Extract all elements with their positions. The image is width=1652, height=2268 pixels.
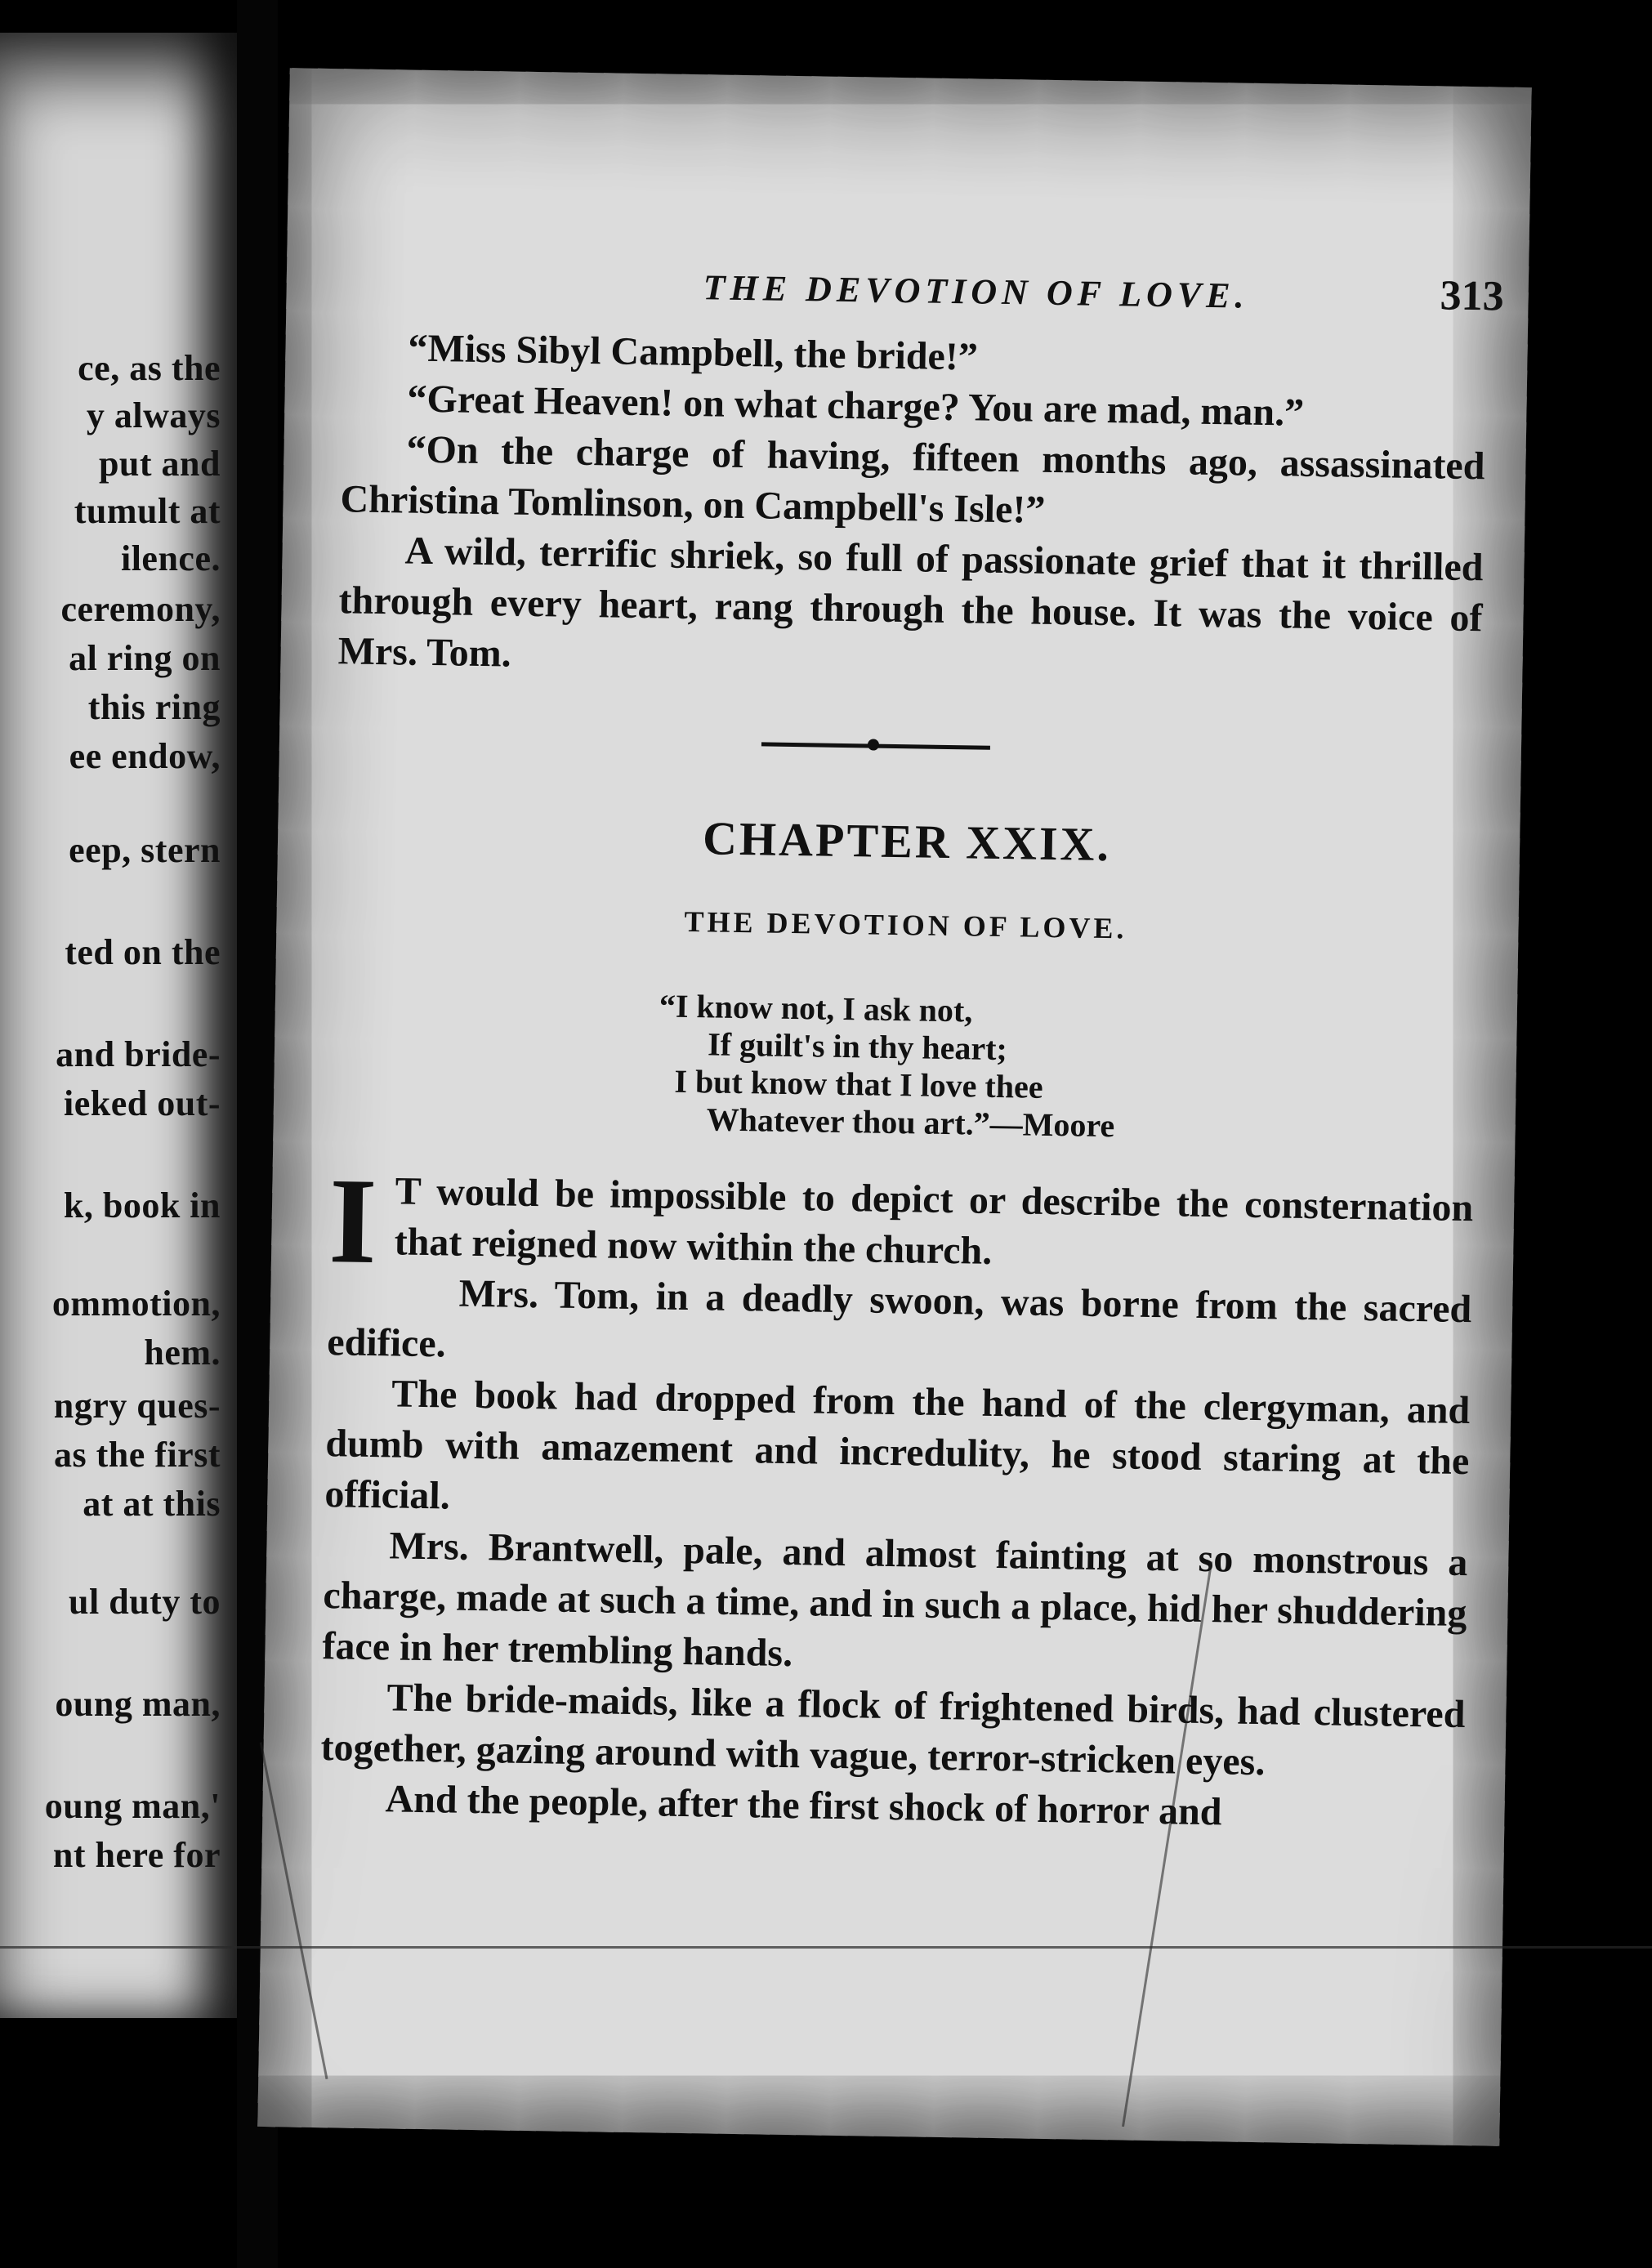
left-page-line: y always [86, 395, 221, 435]
scan-artifact-line [0, 1946, 1652, 1949]
section-divider [336, 676, 1481, 809]
drop-cap: I [328, 1153, 378, 1290]
left-page-line: al ring on [69, 638, 221, 678]
paragraph: “On the charge of having, fifteen months ago, assassinated Christina Tomlinson, on Campbell's Isle!” [340, 427, 1485, 532]
left-page-line: eep, stern [69, 830, 221, 870]
left-page-line: ceremony, [60, 589, 221, 629]
left-page-line: ieked out- [64, 1083, 221, 1123]
epigraph-line: I but know that I love thee [674, 1062, 1043, 1105]
paragraph: “Miss Sibyl Campbell, the bride!” [408, 326, 979, 379]
left-page-line: as the first [54, 1435, 221, 1475]
left-page-line: ce, as the [78, 348, 221, 388]
epigraph-line: If guilt's in thy heart; [707, 1025, 1008, 1068]
opening-paragraph [328, 1153, 1474, 1290]
left-page-line: and bride- [56, 1034, 221, 1074]
paragraph: A wild, terrific shriek, so full of passionate grief that it thrilled through every heart, rang through the house. It was the voice of Mrs. Tom. [337, 529, 1484, 676]
left-page-line: put and [98, 444, 221, 484]
paragraph: Mrs. Tom, in a deadly swoon, was borne from the sacred edifice. [326, 1271, 1472, 1366]
left-page-line: ilence. [120, 538, 221, 578]
epigraph-line: Whatever thou art.”—Moore [706, 1101, 1115, 1145]
paragraph: “Great Heaven! on what charge? You are mad, man.” [407, 377, 1305, 435]
page-body [319, 322, 1487, 1842]
scan-scratch [260, 1742, 328, 2079]
right-page [257, 68, 1531, 2146]
left-page-line: tumult at [74, 491, 221, 531]
epigraph [657, 987, 1476, 1150]
left-page-line: ngry ques- [53, 1386, 221, 1426]
left-page-line: this ring [87, 687, 221, 727]
left-page-line: ommotion, [51, 1284, 221, 1324]
left-page-line: oung man, [55, 1684, 221, 1724]
left-page-line: at at this [83, 1484, 221, 1524]
chapter-title: CHAPTER XXIX. [702, 811, 1112, 872]
left-page-line: hem. [144, 1333, 221, 1373]
page-number: 313 [1440, 272, 1505, 320]
left-page-line: oung man,' [44, 1786, 221, 1826]
running-head: THE DEVOTION OF LOVE. [703, 267, 1249, 316]
chapter-subtitle: THE DEVOTION OF LOVE. [684, 904, 1127, 945]
paragraph: T would be impossible to depict or describe the consternation that reigned now within the church. [394, 1169, 1474, 1273]
epigraph-line: “I know not, I ask not, [659, 987, 973, 1029]
left-page-line: nt here for [52, 1835, 221, 1875]
divider-ornament [868, 739, 879, 750]
left-page [0, 33, 237, 2018]
paragraph: The bride-maids, like a flock of frightened birds, had clustered together, gazing around with vague, terror-stricken eyes. [320, 1676, 1466, 1784]
left-page-line: ee endow, [69, 736, 221, 776]
left-page-line: k, book in [63, 1185, 221, 1226]
paragraph: And the people, after the first shock of horror and [385, 1777, 1222, 1834]
paragraph: Mrs. Brantwell, pale, and almost fainting at so monstrous a charge, made at such a time, and in such a place, hid her shuddering face in her trembling hands. [322, 1524, 1468, 1676]
left-page-line: ul duty to [69, 1582, 221, 1622]
paragraph: The book had dropped from the hand of the clergyman, and dumb with amazement and incredulity, he stood staring at the official. [324, 1372, 1471, 1518]
left-page-line: ted on the [65, 932, 221, 972]
